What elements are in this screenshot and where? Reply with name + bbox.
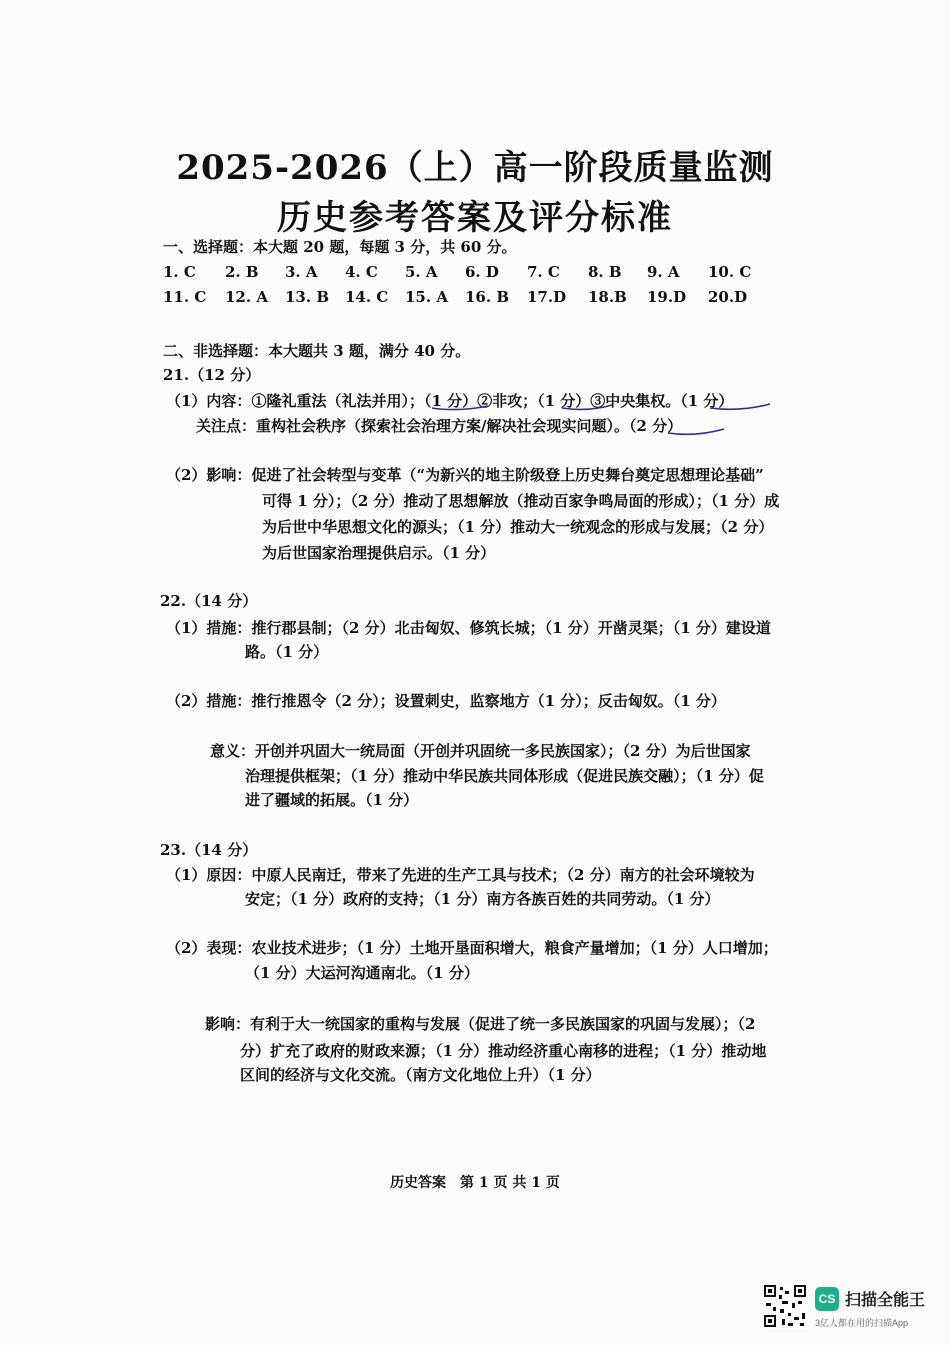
q22-significance-line3: 进了疆域的拓展。（1 分） bbox=[245, 791, 419, 809]
camscanner-logo-icon: CS bbox=[815, 1287, 839, 1311]
q23-part1-line2: 安定；（1 分）政府的支持；（1 分）南方各族百姓的共同劳动。（1 分） bbox=[245, 890, 720, 908]
q23-part2-line1: （2）表现：农业技术进步；（1 分）土地开垦面积增大，粮食产量增加；（1 分）人口增加； bbox=[166, 939, 778, 957]
q23-part2-line2: （1 分）大运河沟通南北。（1 分） bbox=[245, 964, 479, 982]
answer-item: 4. C bbox=[345, 263, 378, 281]
q22-part1-line2: 路。（1 分） bbox=[245, 643, 329, 661]
q23-header: 23.（14 分） bbox=[160, 841, 258, 859]
q23-influence-line3: 区间的经济与文化交流。（南方文化地位上升）（1 分） bbox=[240, 1066, 601, 1084]
pen-underlines bbox=[0, 0, 950, 450]
qr-code-icon bbox=[762, 1283, 808, 1329]
answer-item: 8. B bbox=[588, 263, 622, 281]
page-footer: 历史答案 第 1 页 共 1 页 bbox=[390, 1175, 560, 1191]
answer-item: 14. C bbox=[345, 288, 389, 306]
q22-part2-line1: （2）措施：推行推恩令（2 分）；设置刺史，监察地方（1 分）；反击匈奴。（1 分） bbox=[166, 692, 726, 710]
q21-part2-line3: 为后世中华思想文化的源头；（1 分）推动大一统观念的形成与发展；（2 分） bbox=[262, 518, 774, 536]
q22-part1-line1: （1）措施：推行郡县制；（2 分）北击匈奴、修筑长城；（1 分）开凿灵渠；（1 分）建设道 bbox=[166, 619, 771, 637]
answer-item: 16. B bbox=[465, 288, 509, 306]
answer-item: 18.B bbox=[588, 288, 627, 306]
answer-item: 2. B bbox=[225, 263, 259, 281]
answer-item: 5. A bbox=[405, 263, 438, 281]
answer-item: 7. C bbox=[527, 263, 560, 281]
q21-part2-line1: （2）影响：促进了社会转型与变革（“为新兴的地主阶级登上历史舞台奠定思想理论基础” bbox=[166, 466, 764, 484]
section2-heading: 二、非选择题：本大题共 3 题，满分 40 分。 bbox=[163, 342, 471, 360]
camscanner-slogan: 3亿人都在用的扫描App bbox=[815, 1318, 909, 1328]
answer-item: 17.D bbox=[527, 288, 567, 306]
answer-item: 1. C bbox=[163, 263, 196, 281]
q21-header: 21.（12 分） bbox=[163, 366, 261, 384]
answer-item: 20.D bbox=[708, 288, 748, 306]
document-title: 2025-2026（上）高一阶段质量监测 bbox=[176, 148, 774, 188]
document-subtitle: 历史参考答案及评分标准 bbox=[277, 198, 673, 238]
q23-part1-line1: （1）原因：中原人民南迁，带来了先进的生产工具与技术；（2 分）南方的社会环境较为 bbox=[166, 866, 755, 884]
qr-code bbox=[762, 1283, 808, 1329]
answer-item: 9. A bbox=[647, 263, 680, 281]
q23-influence-line1: 影响：有利于大一统国家的重构与发展（促进了统一多民族国家的巩固与发展）；（2 bbox=[205, 1015, 756, 1033]
pen-underline bbox=[562, 405, 612, 409]
q22-significance-line2: 治理提供框架；（1 分）推动中华民族共同体形成（促进民族交融）；（1 分）促 bbox=[245, 767, 764, 785]
answer-item: 15. A bbox=[405, 288, 448, 306]
q22-header: 22.（14 分） bbox=[160, 592, 258, 610]
pen-underline bbox=[668, 429, 724, 434]
pen-underline bbox=[710, 404, 770, 409]
answer-item: 10. C bbox=[708, 263, 752, 281]
answer-item: 3. A bbox=[285, 263, 318, 281]
q21-part2-line4: 为后世国家治理提供启示。（1 分） bbox=[262, 544, 496, 562]
answer-item: 6. D bbox=[465, 263, 499, 281]
answer-item: 13. B bbox=[285, 288, 329, 306]
pen-underline bbox=[432, 406, 488, 410]
q23-influence-line2: 分）扩充了政府的财政来源；（1 分）推动经济重心南移的进程；（1 分）推动地 bbox=[240, 1042, 767, 1060]
section1-heading: 一、选择题：本大题 20 题，每题 3 分，共 60 分。 bbox=[163, 238, 517, 256]
q21-part2-line2: 可得 1 分）；（2 分）推动了思想解放（推动百家争鸣局面的形成）；（1 分）成 bbox=[262, 492, 780, 510]
camscanner-app-name: 扫描全能王 bbox=[845, 1292, 926, 1309]
answer-item: 12. A bbox=[225, 288, 268, 306]
q22-significance-line1: 意义：开创并巩固大一统局面（开创并巩固统一多民族国家）；（2 分）为后世国家 bbox=[210, 742, 751, 760]
answer-item: 11. C bbox=[163, 288, 207, 306]
answer-item: 19.D bbox=[647, 288, 687, 306]
q21-part1-line2: 关注点：重构社会秩序（探索社会治理方案/解决社会现实问题）。（2 分） bbox=[196, 417, 683, 435]
q21-part1-line1: （1）内容：①隆礼重法（礼法并用）；（1 分）②非攻；（1 分）③中央集权。（1 分） bbox=[166, 392, 734, 410]
